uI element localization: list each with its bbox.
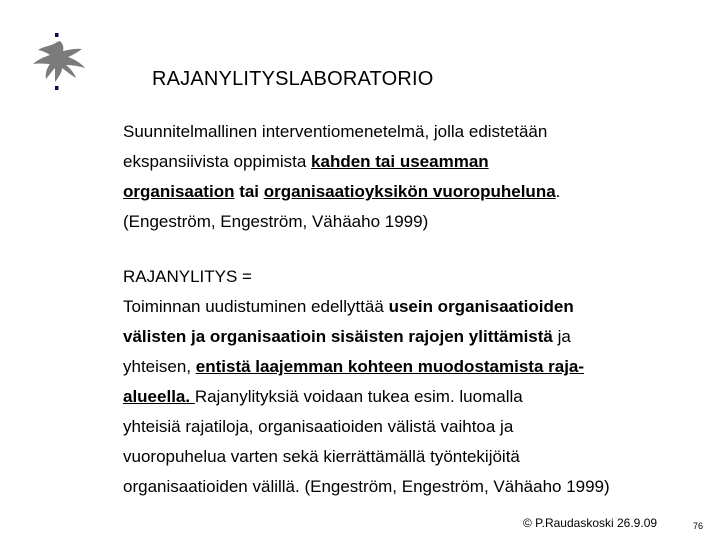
text-line xyxy=(123,117,560,147)
text-segment: Suunnitelmallinen interventiomenetelmä, jolla edistetään xyxy=(123,122,548,141)
text-line xyxy=(123,382,610,412)
text-segment: . xyxy=(555,182,561,201)
text-segment: RAJANYLITYS = xyxy=(123,267,252,286)
text-line xyxy=(123,442,610,472)
text-line xyxy=(123,177,560,207)
text-segment: ja xyxy=(552,327,571,346)
text-line xyxy=(123,292,610,322)
citation xyxy=(123,472,610,502)
text-segment: yhteisen, xyxy=(123,357,196,376)
text-line xyxy=(123,147,560,177)
text-segment: Rajanylityksiä voidaan tukea esim. luomalla xyxy=(194,387,523,406)
text-segment: vuoropuhelua varten sekä kierrättämällä työntekijöitä xyxy=(123,447,520,466)
emphasized-text: organisaatioyksikön vuoropuheluna xyxy=(263,182,556,201)
bold-text: välisten ja organisaatioin sisäisten rajojen ylittämistä xyxy=(123,327,553,346)
text-line xyxy=(123,412,610,442)
text-segment: (Engeström, Engeström, Vähäaho 1999) xyxy=(123,212,429,231)
text-line xyxy=(123,322,610,352)
emphasized-text: alueella. xyxy=(123,387,195,406)
definition-paragraph xyxy=(123,117,560,237)
section-heading xyxy=(123,262,610,292)
emphasized-text: organisaation xyxy=(123,182,235,201)
university-logo-icon xyxy=(24,24,90,98)
bold-text: usein organisaatioiden xyxy=(388,297,574,316)
text-segment: yhteisiä rajatiloja, organisaatioiden välistä vaihtoa ja xyxy=(123,417,514,436)
citation xyxy=(123,207,560,237)
page-number: 76 xyxy=(693,521,704,531)
text-line xyxy=(123,352,610,382)
text-segment: Toiminnan uudistuminen edellyttää xyxy=(123,297,389,316)
text-segment: ekspansiivista oppimista xyxy=(123,152,312,171)
text-segment: organisaatioiden välillä. (Engeström, Engeström, Vähäaho 1999) xyxy=(123,477,610,496)
boundary-crossing-paragraph xyxy=(123,262,610,502)
bold-text: tai xyxy=(234,182,264,201)
slide-title: RAJANYLITYSLABORATORIO xyxy=(152,68,434,90)
copyright-footer: © P.Raudaskoski 26.9.09 xyxy=(523,516,658,530)
emphasized-text: kahden tai useamman xyxy=(311,152,489,171)
emphasized-text: entistä laajemman kohteen muodostamista raja- xyxy=(195,357,585,376)
